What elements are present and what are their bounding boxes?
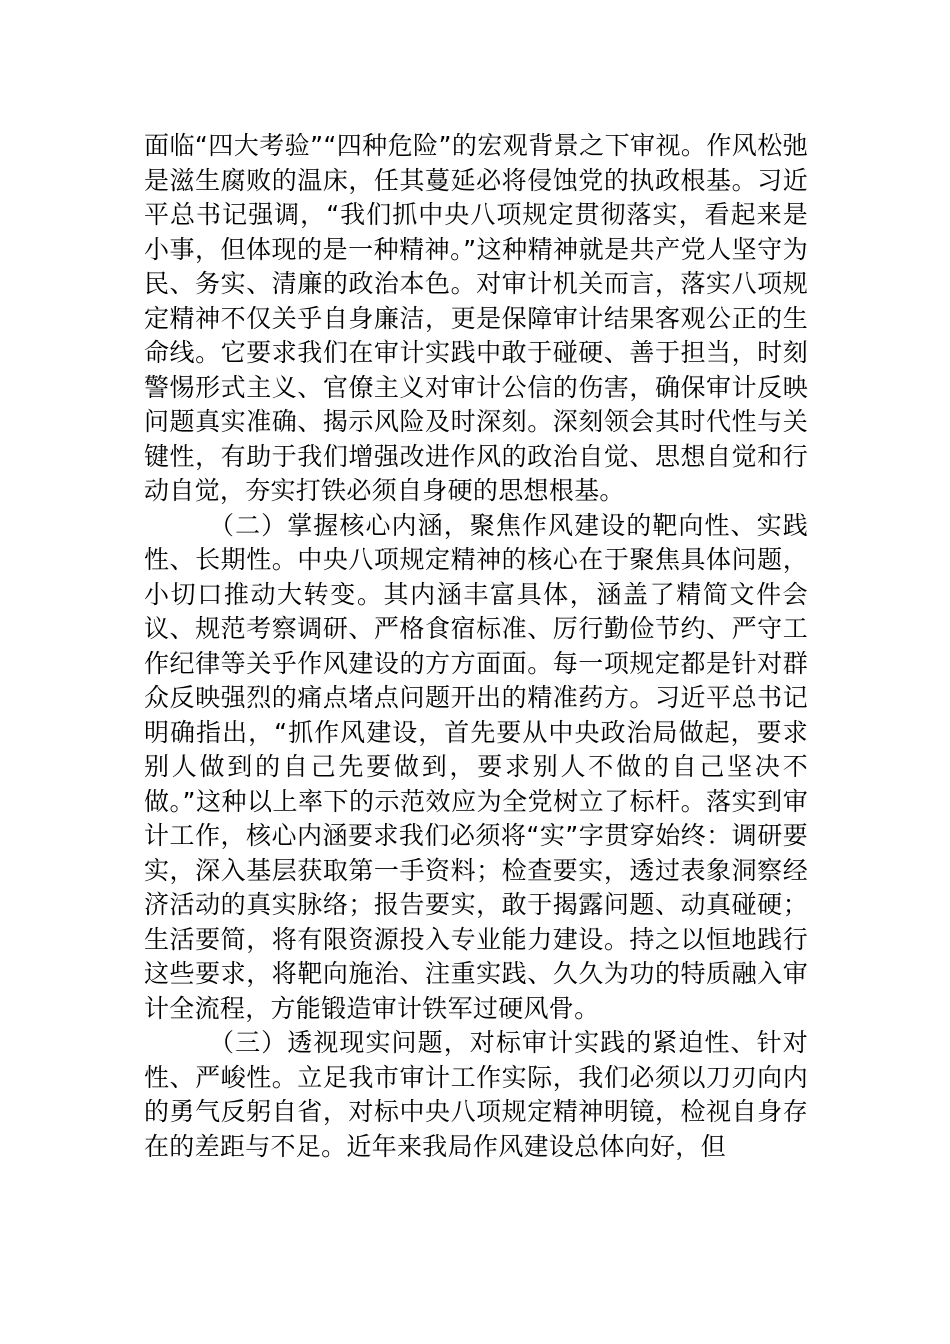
body-text [144, 129, 808, 1164]
paragraph-3: （三）透视现实问题，对标审计实践的紧迫性、针对性、严峻性。立足我市审计工作实际，我们必须以刀刃向内的勇气反躬自省，对标中央八项规定精神明镜，检视自身存在的差距与不足。近年来我局作风建设总体向好，但 [144, 1028, 808, 1161]
paragraph-1: 面临“四大考验”“四种危险”的宏观背景之下审视。作风松弛是滋生腐败的温床，任其蔓延必将侵蚀党的执政根基。习近平总书记强调，“我们抓中央八项规定贯彻落实，看起来是小事，但体现的是一种精神。”这种精神就是共产党人坚守为民、务实、清廉的政治本色。对审计机关而言，落实八项规定精神不仅关乎自身廉洁，更是保障审计结果客观公正的生命线。它要求我们在审计实践中敢于碰硬、善于担当，时刻警惕形式主义、官僚主义对审计公信的伤害，确保审计反映问题真实准确、揭示风险及时深刻。深刻领会其时代性与关键性，有助于我们增强改进作风的政治自觉、思想自觉和行动自觉，夯实打铁必须自身硬的思想根基。 [144, 131, 808, 505]
paragraph-2: （二）掌握核心内涵，聚焦作风建设的靶向性、实践性、长期性。中央八项规定精神的核心在于聚焦具体问题，小切口推动大转变。其内涵丰富具体，涵盖了精简文件会议、规范考察调研、严格食宿标准、厉行勤俭节约、严守工作纪律等关乎作风建设的方方面面。每一项规定都是针对群众反映强烈的痛点堵点问题开出的精准药方。习近平总书记明确指出，“抓作风建设，首先要从中央政治局做起，要求别人做到的自己先要做到，要求别人不做的自己坚决不做。”这种以上率下的示范效应为全党树立了标杆。落实到审计工作，核心内涵要求我们必须将“实”字贯穿始终：调研要实，深入基层获取第一手资料；检查要实，透过表象洞察经济活动的真实脉络；报告要实，敢于揭露问题、动真碰硬；生活要简，将有限资源投入专业能力建设。持之以恒地践行这些要求，将靶向施治、注重实践、久久为功的特质融入审计全流程，方能锻造审计铁军过硬风骨。 [144, 510, 808, 1023]
